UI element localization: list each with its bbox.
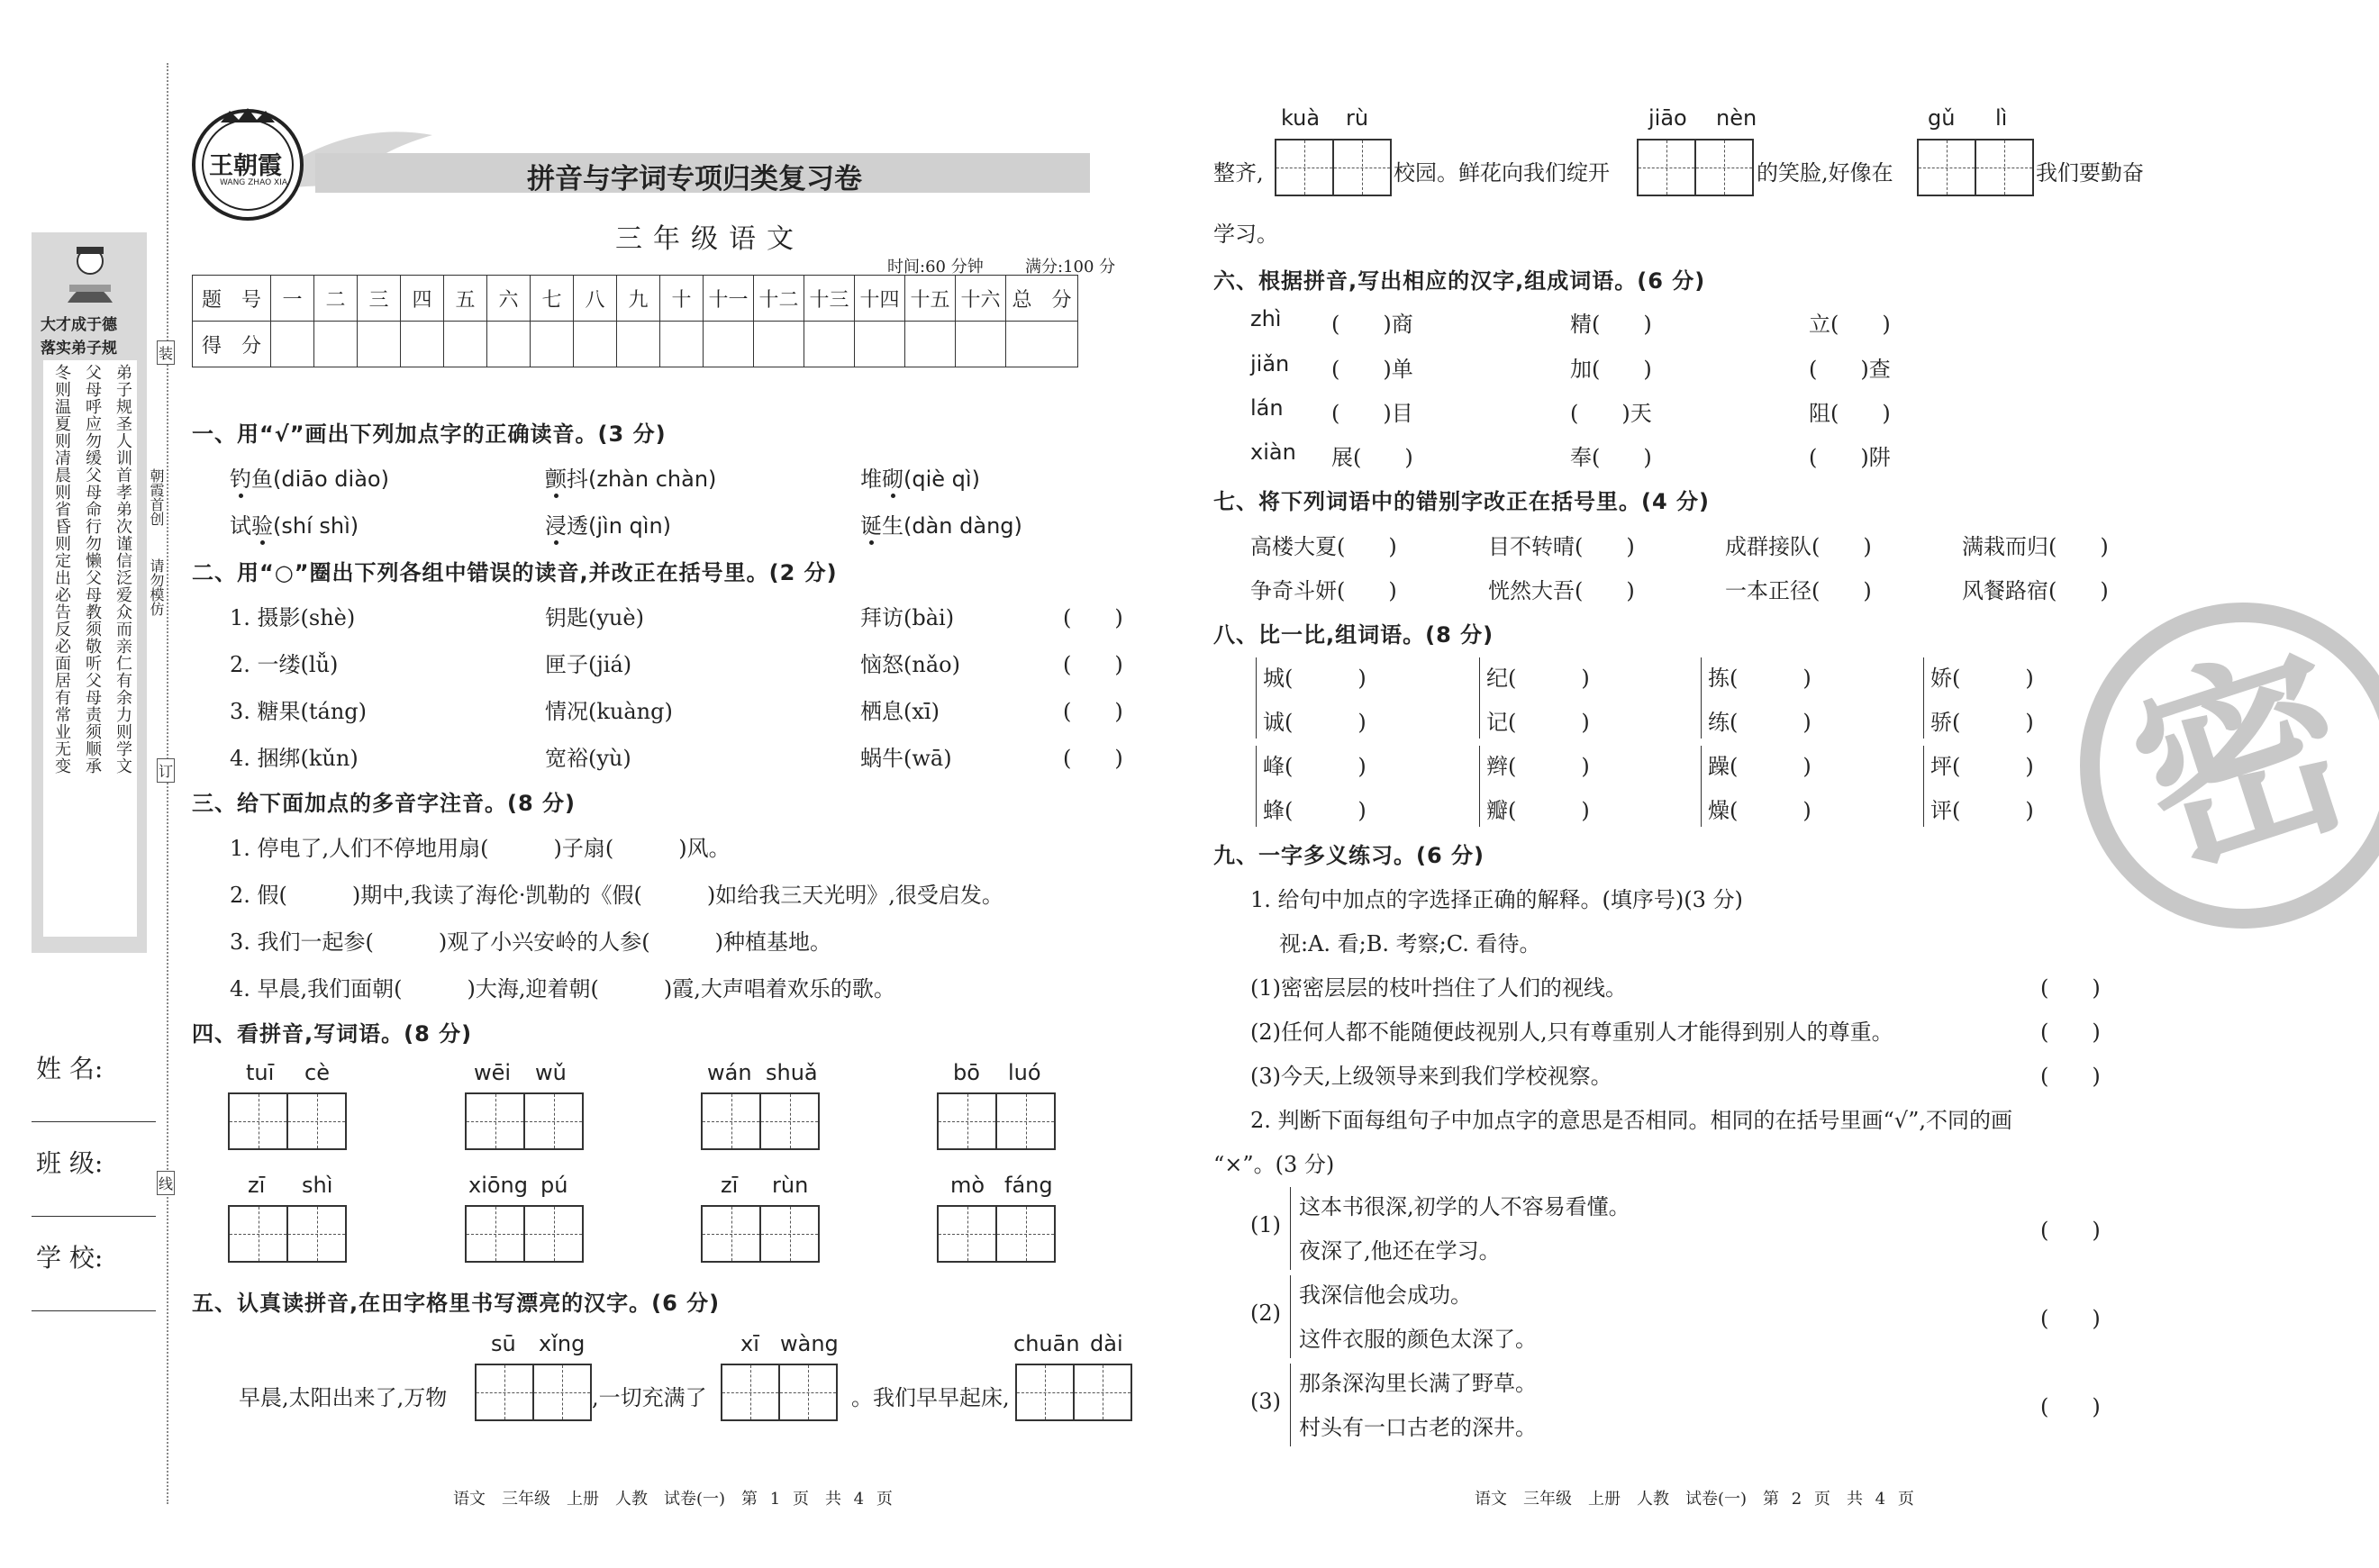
group-bracket <box>1256 746 1257 827</box>
score-col: 十五 <box>905 276 956 322</box>
s2-item: 恼怒(nǎo) <box>860 652 960 677</box>
score-cell[interactable] <box>804 322 855 367</box>
score-col: 二 <box>314 276 358 322</box>
scholar-illustration <box>50 241 131 304</box>
s9-q1-item: (2)任何人都不能随便歧视别人,只有尊重别人才能得到别人的尊重。 <box>1250 1020 1893 1045</box>
s5-text: 的笑脸,好像在 <box>1757 160 1893 186</box>
score-cell[interactable] <box>905 322 956 367</box>
s8-item[interactable]: 诚( ) <box>1263 710 1367 735</box>
pinyin: sū <box>491 1331 516 1356</box>
score-cell[interactable] <box>1006 322 1078 367</box>
s9-pair-sentence: 村头有一口古老的深井。 <box>1299 1415 1537 1440</box>
score-cell[interactable] <box>271 322 314 367</box>
section-7-heading: 七、将下列词语中的错别字改正在括号里。(4 分) <box>1213 489 1710 514</box>
score-cell[interactable] <box>358 322 401 367</box>
s1-item: 诞生(dàn dàng) <box>860 513 1022 539</box>
pinyin: tuī <box>246 1060 275 1085</box>
s8-item[interactable]: 辫( ) <box>1486 754 1590 779</box>
s5-text: 校园。鲜花向我们绽开 <box>1394 160 1610 186</box>
score-row-label: 得 分 <box>193 322 271 367</box>
s9-options: 视:A. 看;B. 考察;C. 看待。 <box>1279 931 1541 956</box>
pair-bracket <box>1290 1364 1291 1446</box>
s2-item: 宽裕(yù) <box>545 746 631 771</box>
s8-item[interactable]: 娇( ) <box>1930 666 2034 691</box>
score-col: 十 <box>660 276 704 322</box>
s8-item[interactable]: 城( ) <box>1263 666 1367 691</box>
tianzi-grid[interactable] <box>1917 139 2034 196</box>
pinyin: dài <box>1090 1331 1123 1356</box>
s2-item: 情况(kuàng) <box>545 699 673 724</box>
s6-blank[interactable]: 立( ) <box>1809 312 1891 337</box>
s7-item[interactable]: 目不转晴( ) <box>1488 534 1635 559</box>
s8-item[interactable]: 蜂( ) <box>1263 798 1367 823</box>
s9-answer-blank[interactable]: ( ) <box>2040 1064 2101 1089</box>
s9-q1-item: (3)今天,上级领导来到我们学校视察。 <box>1250 1064 1612 1089</box>
s7-item[interactable]: 一本正径( ) <box>1725 578 1872 603</box>
pinyin: cè <box>304 1060 330 1085</box>
score-col: 十二 <box>754 276 804 322</box>
pinyin: wàng <box>780 1331 839 1356</box>
score-col: 八 <box>574 276 617 322</box>
s9-pair-sentence: 这件衣服的颜色太深了。 <box>1299 1327 1537 1352</box>
score-cell[interactable] <box>574 322 617 367</box>
score-cell[interactable] <box>617 322 660 367</box>
tianzi-grid[interactable] <box>1275 139 1392 196</box>
score-header-row <box>193 276 1078 322</box>
s2-answer-blank[interactable]: ( ) <box>1063 746 1123 771</box>
s2-item: 4. 捆绑(kǔn) <box>230 746 359 771</box>
s2-item: 拜访(bài) <box>860 605 955 630</box>
s8-item[interactable]: 骄( ) <box>1930 710 2034 735</box>
s6-blank[interactable]: 加( ) <box>1570 357 1652 382</box>
s7-item[interactable]: 风餐路宿( ) <box>1962 578 2109 603</box>
s1-item: 堆砌(qiè qì) <box>860 467 980 492</box>
score-cell[interactable] <box>531 322 574 367</box>
s5-text: 。我们早早起床, <box>851 1385 1010 1410</box>
pinyin: shì <box>302 1173 333 1198</box>
pinyin: bō <box>953 1060 980 1085</box>
s5-text: 我们要勤奋 <box>2036 160 2144 186</box>
score-col: 五 <box>444 276 487 322</box>
s8-item[interactable]: 峰( ) <box>1263 754 1367 779</box>
s2-item: 2. 一缕(lǚ) <box>230 652 339 677</box>
s5-text: 整齐, <box>1213 160 1264 186</box>
name-label: 姓 名: <box>36 1054 104 1083</box>
sidebar-slogan-1: 大才成于德 <box>41 316 117 334</box>
tianzi-grid[interactable] <box>721 1364 838 1421</box>
pinyin: xǐng <box>539 1331 586 1356</box>
pinyin: wēi <box>474 1060 512 1085</box>
score-col: 十四 <box>855 276 905 322</box>
group-bracket <box>1701 746 1702 827</box>
s6-blank[interactable]: ( )目 <box>1331 401 1413 426</box>
tianzi-grid[interactable] <box>701 1092 820 1150</box>
s5-text: 早晨,太阳出来了,万物 <box>239 1385 448 1410</box>
pinyin: shuǎ <box>766 1060 818 1085</box>
s2-item: 1. 摄影(shè) <box>230 605 356 630</box>
school-label: 学 校: <box>36 1243 104 1273</box>
s1-item: 浸透(jìn qìn) <box>545 513 672 539</box>
s6-pinyin: xiàn <box>1250 440 1296 465</box>
s3-line[interactable]: 1. 停电了,人们不停地用扇( )子扇( )风。 <box>230 836 731 861</box>
cut-mark-3: 线 <box>157 1171 175 1195</box>
pinyin: wán <box>707 1060 752 1085</box>
s6-blank[interactable]: ( )单 <box>1331 357 1413 382</box>
score-row-label: 题 号 <box>193 276 271 322</box>
motto-column: 父母呼应勿缓父母命行勿懒父母教须敬听父母责须顺承 <box>83 364 102 775</box>
s8-item[interactable]: 燥( ) <box>1708 798 1811 823</box>
class-line[interactable] <box>32 1216 156 1217</box>
tianzi-grid[interactable] <box>228 1205 347 1263</box>
s5-text: 学习。 <box>1213 222 1278 247</box>
score-table <box>192 275 1078 367</box>
score-col: 三 <box>358 276 401 322</box>
s9-answer-blank[interactable]: ( ) <box>2040 1394 2101 1419</box>
s1-item: 试验(shí shì) <box>230 513 359 539</box>
pinyin: zī <box>721 1173 739 1198</box>
s3-line[interactable]: 4. 早晨,我们面朝( )大海,迎着朝( )霞,大声唱着欢乐的歌。 <box>230 976 895 1002</box>
section-2-heading: 二、用“○”圈出下列各组中错误的读音,并改正在括号里。(2 分) <box>192 560 838 585</box>
tianzi-grid[interactable] <box>937 1092 1056 1150</box>
confidential-stamp <box>2054 603 2379 937</box>
group-bracket <box>1479 657 1480 739</box>
s3-line[interactable]: 3. 我们一起参( )观了小兴安岭的人参( )种植基地。 <box>230 929 831 955</box>
s7-item[interactable]: 成群接队( ) <box>1725 534 1872 559</box>
s6-blank[interactable]: 奉( ) <box>1570 445 1652 470</box>
sidebar-slogan-2: 落实弟子规 <box>41 340 117 358</box>
s6-blank[interactable]: ( )天 <box>1570 401 1652 426</box>
group-bracket <box>1923 746 1924 827</box>
s9-q2: 2. 判断下面每组句子中加点字的意思是否相同。相同的在括号里画“√”,不同的画 <box>1250 1108 2012 1133</box>
s2-item: 栖息(xī) <box>860 699 940 724</box>
s9-pair-number: (3) <box>1250 1389 1281 1414</box>
side-note-1: 朝霞首创 <box>148 468 165 526</box>
s6-blank[interactable]: ( )查 <box>1809 357 1891 382</box>
s8-item[interactable]: 瓣( ) <box>1486 798 1590 823</box>
section-9-heading: 九、一字多义练习。(6 分) <box>1213 843 1485 868</box>
pinyin: nèn <box>1716 105 1757 131</box>
s9-answer-blank[interactable]: ( ) <box>2040 1218 2101 1243</box>
tianzi-grid[interactable] <box>937 1205 1056 1263</box>
tianzi-grid[interactable] <box>465 1205 584 1263</box>
s2-item: 3. 糖果(táng) <box>230 699 368 724</box>
score-col: 七 <box>531 276 574 322</box>
pinyin: zī <box>248 1173 266 1198</box>
footer-left: 语文 三年级 上册 人教 试卷(一) 第 1 页 共 4 页 <box>453 1490 893 1509</box>
score-col: 六 <box>487 276 531 322</box>
s8-item[interactable]: 坪( ) <box>1930 754 2034 779</box>
pinyin: gǔ <box>1928 105 1956 131</box>
s2-item: 匣子(jiá) <box>545 652 632 677</box>
section-8-heading: 八、比一比,组词语。(8 分) <box>1213 622 1494 648</box>
score-cell[interactable] <box>444 322 487 367</box>
school-line[interactable] <box>32 1310 156 1311</box>
pinyin: xiōng <box>468 1173 528 1198</box>
s9-pair-number: (2) <box>1250 1301 1281 1326</box>
s1-item: 颤抖(zhàn chàn) <box>545 467 717 492</box>
s8-item[interactable]: 记( ) <box>1486 710 1590 735</box>
name-line[interactable] <box>32 1121 156 1122</box>
motto-box <box>43 360 137 937</box>
s6-blank[interactable]: ( )阱 <box>1809 445 1891 470</box>
pair-bracket <box>1290 1187 1291 1270</box>
s7-item[interactable]: 争奇斗妍( ) <box>1250 578 1397 603</box>
full-score-info: 满分:100 分 <box>1025 258 1116 276</box>
cut-mark-1: 装 <box>157 340 175 365</box>
score-cell[interactable] <box>314 322 358 367</box>
section-1-heading: 一、用“√”画出下列加点字的正确读音。(3 分) <box>192 421 667 447</box>
pinyin: xī <box>740 1331 759 1356</box>
s8-item[interactable]: 纪( ) <box>1486 666 1590 691</box>
motto-column: 弟子规圣人训首孝弟次谨信泛爱众而亲仁有余力则学文 <box>114 364 132 775</box>
score-cell[interactable] <box>660 322 704 367</box>
s6-blank[interactable]: 展( ) <box>1331 445 1413 470</box>
class-label: 班 级: <box>36 1148 104 1178</box>
s2-answer-blank[interactable]: ( ) <box>1063 699 1123 724</box>
score-col: 十三 <box>804 276 855 322</box>
pinyin: fáng <box>1004 1173 1053 1198</box>
s3-line[interactable]: 2. 假( )期中,我读了海伦·凯勒的《假( )如给我三天光明》,很受启发。 <box>230 883 1003 908</box>
tianzi-grid[interactable] <box>465 1092 584 1150</box>
group-bracket <box>1701 657 1702 739</box>
footer-right: 语文 三年级 上册 人教 试卷(一) 第 2 页 共 4 页 <box>1475 1490 1914 1509</box>
pinyin: rùn <box>772 1173 809 1198</box>
s9-answer-blank[interactable]: ( ) <box>2040 1306 2101 1331</box>
s8-item[interactable]: 评( ) <box>1930 798 2034 823</box>
s9-answer-blank[interactable]: ( ) <box>2040 1020 2101 1045</box>
pinyin: pú <box>540 1173 568 1198</box>
s7-item[interactable]: 恍然大吾( ) <box>1488 578 1635 603</box>
pinyin: chuān <box>1013 1331 1080 1356</box>
brand-name: 王朝霞 <box>209 152 282 180</box>
score-cell[interactable] <box>487 322 531 367</box>
s6-blank[interactable]: ( )商 <box>1331 312 1413 337</box>
s6-pinyin: zhì <box>1250 306 1282 331</box>
s9-q1-item: (1)密密层层的枝叶挡住了人们的视线。 <box>1250 975 1627 1001</box>
s2-answer-blank[interactable]: ( ) <box>1063 605 1123 630</box>
s9-pair-sentence: 夜深了,他还在学习。 <box>1299 1238 1501 1264</box>
pinyin: luó <box>1008 1060 1041 1085</box>
score-col: 四 <box>401 276 444 322</box>
page-subtitle: 三年级语文 <box>615 223 804 255</box>
score-cell[interactable] <box>754 322 804 367</box>
s9-pair-sentence: 我深信他会成功。 <box>1299 1282 1472 1308</box>
section-4-heading: 四、看拼音,写词语。(8 分) <box>192 1021 473 1047</box>
tianzi-grid[interactable] <box>475 1364 592 1421</box>
s9-pair-sentence: 这本书很深,初学的人不容易看懂。 <box>1299 1194 1630 1219</box>
s1-item: 钓鱼(diāo diào) <box>230 467 389 492</box>
group-bracket <box>1479 746 1480 827</box>
stamp-character: 密 <box>2106 613 2379 909</box>
s8-item[interactable]: 躁( ) <box>1708 754 1811 779</box>
time-info: 时间:60 分钟 <box>887 258 984 276</box>
s2-answer-blank[interactable]: ( ) <box>1063 652 1123 677</box>
section-5-heading: 五、认真读拼音,在田字格里书写漂亮的汉字。(6 分) <box>192 1291 721 1316</box>
s7-item[interactable]: 高楼大夏( ) <box>1250 534 1397 559</box>
s9-q1: 1. 给句中加点的字选择正确的解释。(填序号)(3 分) <box>1250 887 1743 912</box>
score-col: 十一 <box>704 276 754 322</box>
score-col: 九 <box>617 276 660 322</box>
s6-blank[interactable]: 阻( ) <box>1809 401 1891 426</box>
pinyin: jiāo <box>1648 105 1687 131</box>
tianzi-grid[interactable] <box>228 1092 347 1150</box>
group-bracket <box>1923 657 1924 739</box>
s6-pinyin: lán <box>1250 395 1284 421</box>
tianzi-grid[interactable] <box>701 1205 820 1263</box>
s9-pair-number: (1) <box>1250 1212 1281 1237</box>
pinyin: lì <box>1995 105 2008 131</box>
score-col: 总 分 <box>1006 276 1078 322</box>
s5-text: ,一切充满了 <box>592 1385 707 1410</box>
s2-item: 钥匙(yuè) <box>545 605 644 630</box>
s9-q2: “×”。(3 分) <box>1213 1152 1335 1177</box>
brand-logo <box>189 106 306 223</box>
s6-pinyin: jiǎn <box>1250 351 1290 376</box>
tianzi-grid[interactable] <box>1637 139 1754 196</box>
score-value-row <box>193 322 1078 367</box>
score-col: 十六 <box>956 276 1006 322</box>
group-bracket <box>1256 657 1257 739</box>
s9-pair-sentence: 那条深沟里长满了野草。 <box>1299 1371 1537 1396</box>
cut-mark-2: 订 <box>157 758 175 783</box>
pinyin: wǔ <box>535 1060 567 1085</box>
score-col: 一 <box>271 276 314 322</box>
binding-cut-line <box>167 63 168 1504</box>
score-cell[interactable] <box>956 322 1006 367</box>
section-6-heading: 六、根据拼音,写出相应的汉字,组成词语。(6 分) <box>1213 268 1706 294</box>
tianzi-grid[interactable] <box>1015 1364 1132 1421</box>
score-cell[interactable] <box>401 322 444 367</box>
score-cell[interactable] <box>855 322 905 367</box>
s2-item: 蜗牛(wā) <box>860 746 952 771</box>
brand-subname: WANG ZHAO XIA <box>220 178 287 187</box>
pinyin: mò <box>950 1173 985 1198</box>
s7-item[interactable]: 满栽而归( ) <box>1962 534 2109 559</box>
s8-item[interactable]: 拣( ) <box>1708 666 1811 691</box>
motto-column: 冬则温夏则凊晨则省昏则定出必告反必面居有常业无变 <box>52 364 71 775</box>
pinyin: kuà <box>1281 105 1321 131</box>
side-note-2: 请勿模仿 <box>148 558 165 616</box>
s8-item[interactable]: 练( ) <box>1708 710 1811 735</box>
pair-bracket <box>1290 1275 1291 1358</box>
pinyin: rù <box>1346 105 1369 131</box>
s6-blank[interactable]: 精( ) <box>1570 312 1652 337</box>
score-cell[interactable] <box>704 322 754 367</box>
section-3-heading: 三、给下面加点的多音字注音。(8 分) <box>192 791 576 816</box>
page-title: 拼音与字词专项归类复习卷 <box>527 163 862 195</box>
s9-answer-blank[interactable]: ( ) <box>2040 975 2101 1001</box>
